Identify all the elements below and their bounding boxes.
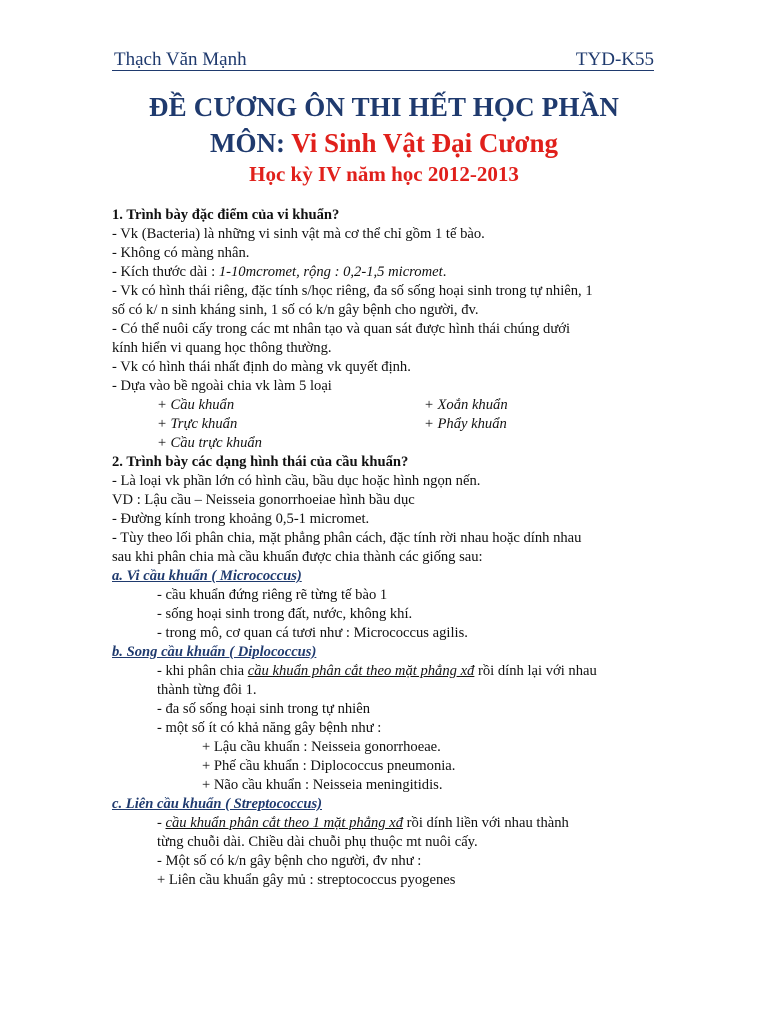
page-header: [112, 46, 654, 71]
text-suffix: rồi dính lại với nhau: [474, 663, 597, 679]
author-name: Thạch Văn Mạnh: [114, 49, 247, 70]
class-code: TYD-K55: [575, 49, 654, 70]
text-line: - sống hoại sinh trong đất, nước, không khí.: [157, 606, 413, 622]
example-line: + Lậu cầu khuẩn : Neisseia gonorrhoeae.: [202, 739, 441, 755]
section-c-heading: c. Liên cầu khuẩn ( Streptococcus): [112, 796, 322, 812]
text-line: - Dựa vào bề ngoài chia vk làm 5 loại: [112, 378, 332, 394]
type-row: [112, 415, 672, 434]
text-line: - Một số có k/n gây bệnh cho người, đv như :: [157, 853, 422, 869]
text-line: - đa số sống hoại sinh trong tự nhiên: [157, 701, 371, 717]
type-item: + Cầu khuẩn: [157, 397, 235, 413]
subject-line: [0, 128, 768, 159]
text-line: - một số ít có khả năng gây bệnh như :: [157, 720, 382, 736]
text-line: - Tùy theo lối phân chia, mặt phẳng phân cách, đặc tính rời nhau hoặc dính nhau: [112, 530, 582, 546]
text-line: [112, 263, 672, 282]
text-line: số có k/ n sinh kháng sinh, 1 số có k/n gây bệnh cho người, đv.: [112, 302, 479, 318]
type-item: + Xoắn khuẩn: [424, 397, 508, 413]
type-item: + Trực khuẩn: [157, 416, 238, 432]
example-line: + Phế cầu khuẩn : Diplococcus pneumonia.: [202, 758, 456, 774]
type-row: [112, 434, 672, 453]
subject-name: Vi Sinh Vật Đại Cương: [291, 128, 558, 158]
text-line: - Có thể nuôi cấy trong các mt nhân tạo và quan sát được hình thái chúng dưới: [112, 321, 571, 337]
question-1-heading: 1. Trình bày đặc điểm của vi khuẩn?: [112, 207, 340, 223]
subject-prefix: MÔN:: [210, 128, 292, 158]
text-line: - Đường kính trong khoảng 0,5-1 micromet.: [112, 511, 370, 527]
document-body: [112, 206, 672, 890]
text-line: - Là loại vk phần lớn có hình cầu, bầu dục hoặc hình ngọn nến.: [112, 473, 481, 489]
doc-title: ĐỀ CƯƠNG ÔN THI HẾT HỌC PHẦN: [148, 92, 620, 122]
text-line: - trong mô, cơ quan cá tươi như : Micrococcus agilis.: [157, 625, 468, 641]
text-line: [112, 814, 672, 833]
underlined-phrase: cầu khuẩn phân cắt theo mặt phẳng xđ: [247, 663, 475, 679]
type-item: + Phẩy khuẩn: [424, 416, 507, 432]
text-line: VD : Lậu cầu – Neisseia gonorrhoeiae hình bầu dục: [112, 492, 415, 508]
text-line: từng chuỗi dài. Chiều dài chuỗi phụ thuộc mt nuôi cấy.: [157, 834, 478, 850]
section-b-heading: b. Song cầu khuẩn ( Diplococcus): [112, 644, 317, 660]
text-line: - cầu khuẩn đứng riêng rẽ từng tế bào 1: [157, 587, 388, 603]
text-line: - Vk (Bacteria) là những vi sinh vật mà cơ thể chỉ gồm 1 tế bào.: [112, 226, 485, 242]
semester-line: Học kỳ IV năm học 2012-2013: [249, 162, 519, 186]
text-line: - Không có màng nhân.: [112, 245, 250, 261]
text-line: - Vk có hình thái riêng, đặc tính s/học riêng, đa số sống hoại sinh trong tự nhiên, 1: [112, 283, 593, 299]
type-row: [112, 396, 672, 415]
text-prefix: - Kích thước dài :: [112, 264, 219, 280]
text-line: [112, 662, 672, 681]
text-line: kính hiển vi quang học thông thường.: [112, 340, 332, 356]
text-suffix: rồi dính liền với nhau thành: [403, 815, 569, 831]
text-line: - Vk có hình thái nhất định do màng vk quyết định.: [112, 359, 411, 375]
example-line: + Não cầu khuẩn : Neisseia meningitidis.: [202, 777, 443, 793]
text-prefix: -: [157, 815, 166, 831]
size-italic: 1-10mcromet, rộng : 0,2-1,5 micromet: [218, 264, 443, 280]
section-a-heading: a. Vi cầu khuẩn ( Micrococcus): [112, 568, 302, 584]
text-line: thành từng đôi 1.: [157, 682, 257, 698]
question-2-heading: 2. Trình bày các dạng hình thái của cầu khuẩn?: [112, 454, 409, 470]
text-suffix: .: [442, 264, 447, 280]
text-line: + Liên cầu khuẩn gây mủ : streptococcus pyogenes: [157, 872, 456, 888]
text-line: sau khi phân chia mà cầu khuẩn được chia thành các giống sau:: [112, 549, 483, 565]
type-item: + Cầu trực khuẩn: [157, 435, 262, 451]
text-prefix: - khi phân chia: [157, 663, 248, 679]
underlined-phrase: cầu khuẩn phân cắt theo 1 mặt phẳng xđ: [165, 815, 404, 831]
